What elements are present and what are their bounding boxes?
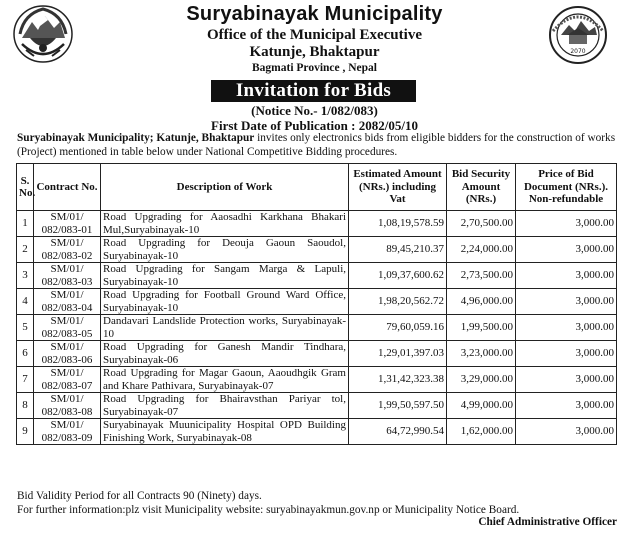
cell-amount: 64,72,990.54	[349, 419, 447, 445]
cell-description: Road Upgrading for Aaosadhi Karkhana Bhakari Mul,Suryabinayak-10	[101, 211, 349, 237]
table-row	[17, 289, 617, 315]
cell-fee: 3,000.00	[516, 367, 617, 393]
table-row	[17, 315, 617, 341]
header-amount: Estimated Amount (NRs.) including Vat	[349, 164, 447, 211]
cell-description: Road Upgrading for Football Ground Ward Office, Suryabinayak-10	[101, 289, 349, 315]
cell-contract: SM/01/ 082/083-01	[34, 211, 101, 237]
table-row	[17, 393, 617, 419]
location: Katunje, Bhaktapur	[249, 44, 380, 60]
cell-sn: 3	[17, 263, 34, 289]
cell-contract: SM/01/ 082/083-09	[34, 419, 101, 445]
header-contract: Contract No.	[34, 164, 101, 211]
cell-security: 4,96,000.00	[447, 289, 516, 315]
table-row	[17, 367, 617, 393]
cell-security: 1,99,500.00	[447, 315, 516, 341]
page-title: Invitation for Bids	[211, 80, 416, 102]
cell-description: Road Upgrading for Sangam Marga & Lapuli, Suryabinayak-10	[101, 263, 349, 289]
table-row	[17, 419, 617, 445]
cell-security: 3,29,000.00	[447, 367, 516, 393]
svg-text:2070: 2070	[570, 48, 586, 55]
cell-amount: 1,09,37,600.62	[349, 263, 447, 289]
cell-fee: 3,000.00	[516, 263, 617, 289]
cell-contract: SM/01/ 082/083-02	[34, 237, 101, 263]
cell-sn: 4	[17, 289, 34, 315]
cell-contract: SM/01/ 082/083-06	[34, 341, 101, 367]
cell-sn: 1	[17, 211, 34, 237]
cell-security: 2,73,500.00	[447, 263, 516, 289]
header-description: Description of Work	[101, 164, 349, 211]
cell-sn: 6	[17, 341, 34, 367]
cell-fee: 3,000.00	[516, 341, 617, 367]
cell-description: Road Upgrading for Magar Gaoun, Aaoudhgik Gram and Khare Pathivara, Suryabinayak-07	[101, 367, 349, 393]
cell-fee: 3,000.00	[516, 393, 617, 419]
cell-amount: 79,60,059.16	[349, 315, 447, 341]
cell-description: Road Upgrading for Bhairavsthan Pariyar tol, Suryabinayak-07	[101, 393, 349, 419]
cell-sn: 7	[17, 367, 34, 393]
cell-sn: 2	[17, 237, 34, 263]
cell-contract: SM/01/ 082/083-07	[34, 367, 101, 393]
table-row	[17, 211, 617, 237]
cell-amount: 1,29,01,397.03	[349, 341, 447, 367]
municipality-name: Suryabinayak Municipality	[186, 3, 443, 25]
header-sn: S. No.	[17, 164, 34, 211]
cell-fee: 3,000.00	[516, 289, 617, 315]
cell-description: Dandavari Landslide Protection works, Suryabinayak-10	[101, 315, 349, 341]
cell-amount: 1,98,20,562.72	[349, 289, 447, 315]
table-row	[17, 263, 617, 289]
cell-description: Suryabinayak Muunicipality Hospital OPD Building Finishing Work, Suryabinayak-08	[101, 419, 349, 445]
cell-contract: SM/01/ 082/083-04	[34, 289, 101, 315]
cell-amount: 1,31,42,323.38	[349, 367, 447, 393]
table-header-row	[17, 164, 617, 211]
cell-sn: 9	[17, 419, 34, 445]
cell-amount: 1,08,19,578.59	[349, 211, 447, 237]
cell-amount: 89,45,210.37	[349, 237, 447, 263]
cell-sn: 8	[17, 393, 34, 419]
cell-contract: SM/01/ 082/083-05	[34, 315, 101, 341]
cell-description: Road Upgrading for Ganesh Mandir Tindhara, Suryabinayak-06	[101, 341, 349, 367]
bid-validity: Bid Validity Period for all Contracts 90 (Ninety) days.	[17, 490, 262, 502]
table-row	[17, 237, 617, 263]
cell-description: Road Upgrading for Deouja Gaoun Saoudol, Suryabinayak-10	[101, 237, 349, 263]
cell-security: 4,99,000.00	[447, 393, 516, 419]
header-security: Bid Security Amount (NRs.)	[447, 164, 516, 211]
cell-security: 2,24,000.00	[447, 237, 516, 263]
cell-amount: 1,99,50,597.50	[349, 393, 447, 419]
intro-bold: Suryabinayak Municipality; Katunje, Bhaktapur	[17, 132, 255, 144]
further-info: For further information:plz visit Municipality website: suryabinayakmun.gov.np or Municipality Notice Board.	[17, 504, 520, 516]
cell-contract: SM/01/ 082/083-08	[34, 393, 101, 419]
signatory: Chief Administrative Officer	[478, 516, 617, 528]
cell-fee: 3,000.00	[516, 237, 617, 263]
table-row	[17, 341, 617, 367]
cell-fee: 3,000.00	[516, 211, 617, 237]
notice-number: (Notice No.- 1/082/083)	[251, 103, 378, 118]
office-name: Office of the Municipal Executive	[207, 27, 422, 43]
intro-paragraph	[17, 132, 617, 159]
cell-contract: SM/01/ 082/083-03	[34, 263, 101, 289]
cell-fee: 3,000.00	[516, 315, 617, 341]
cell-sn: 5	[17, 315, 34, 341]
bid-table	[16, 163, 617, 445]
publication-date: First Date of Publication : 2082/05/10	[211, 118, 418, 133]
cell-security: 3,23,000.00	[447, 341, 516, 367]
province: Bagmati Province , Nepal	[252, 62, 377, 74]
header-fee: Price of Bid Document (NRs.). Non-refundable	[516, 164, 617, 211]
cell-security: 1,62,000.00	[447, 419, 516, 445]
intro-text: invites only electronics bids from eligible bidders for the construction of works (Project) mentioned in table below under National Competitive Bidding procedures.	[17, 132, 616, 158]
cell-security: 2,70,500.00	[447, 211, 516, 237]
cell-fee: 3,000.00	[516, 419, 617, 445]
